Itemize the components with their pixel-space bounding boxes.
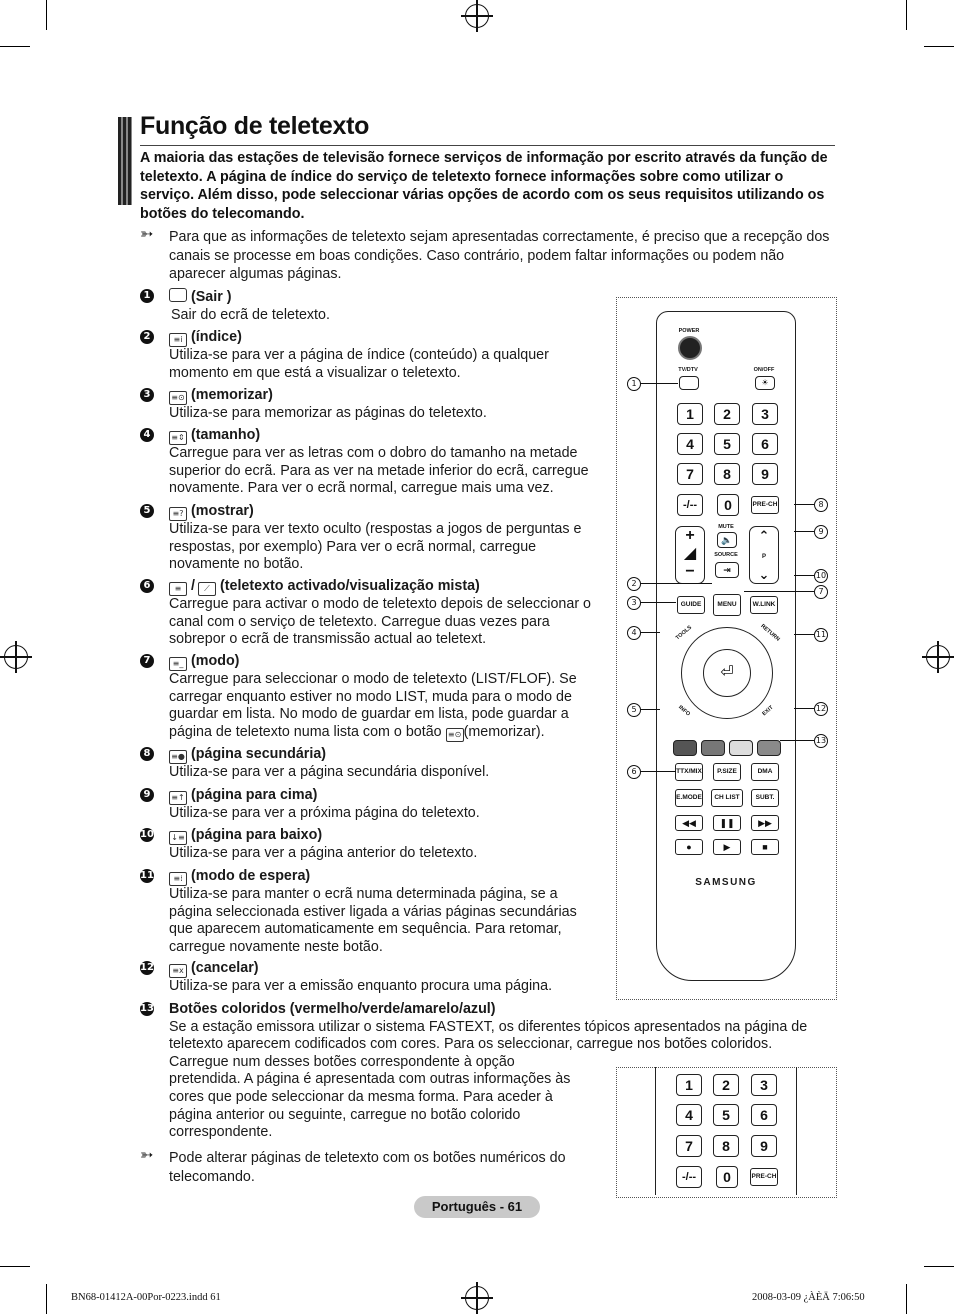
list-item [140, 387, 610, 423]
item-heading: (página secundária) [191, 746, 327, 762]
note-arrow-icon: ➳ [140, 1147, 154, 1164]
digit-5-button[interactable]: 5 [713, 1104, 739, 1126]
sub-page-icon: ≡● [169, 750, 187, 764]
channel-rocker[interactable]: ⌃ P ⌄ [749, 526, 779, 584]
prech-button[interactable]: PRE-CH [751, 496, 779, 514]
green-button[interactable] [701, 740, 725, 756]
list-item [140, 288, 610, 324]
mode-icon: ≡_ [169, 657, 187, 671]
callout-leader [794, 634, 814, 635]
store-icon: ≡⊙ [446, 728, 464, 742]
list-item [140, 503, 610, 574]
print-slug-right: 2008-03-09 ¿ÀÈÄ 7:06:50 [752, 1292, 865, 1303]
menu-button[interactable]: MENU [713, 594, 741, 616]
item-heading: (memorizar) [191, 387, 273, 403]
item-heading: (índice) [191, 329, 242, 345]
brand-logo: SAMSUNG [695, 877, 757, 888]
callout-13: 13 [814, 734, 828, 748]
callout-1: 1 [627, 377, 641, 391]
red-button[interactable] [673, 740, 697, 756]
pause-button[interactable]: ❚❚ [713, 815, 741, 831]
list-item [140, 827, 610, 863]
onoff-label: ON/OFF [753, 367, 775, 373]
tvdtv-label: TV/DTV [678, 367, 698, 373]
item-number: 4 [140, 428, 154, 442]
page-down-icon: ↓≡ [169, 831, 187, 845]
callout-leader [794, 708, 814, 709]
prech-button[interactable]: PRE-CH [750, 1168, 778, 1186]
callout-3: 3 [627, 596, 641, 610]
callout-6: 6 [627, 765, 641, 779]
item-heading: (Sair ) [191, 289, 232, 305]
note-bottom-text: Pode alterar páginas de teletexto com os botões numéricos do telecomando. [169, 1150, 566, 1185]
exit-label: EXIT [761, 704, 775, 718]
power-label: POWER [678, 328, 700, 334]
item-number: 2 [140, 330, 154, 344]
cancel-icon: ≡x [169, 964, 187, 978]
callout-leader [794, 504, 814, 505]
tvdtv-button[interactable] [679, 376, 699, 390]
digit-7-button[interactable]: 7 [676, 1135, 702, 1157]
item-description: Utiliza-se para memorizar as páginas do teletexto. [169, 405, 487, 421]
callout-10: 10 [814, 569, 828, 583]
index-icon: ≡i [169, 333, 187, 347]
guide-button[interactable]: GUIDE [677, 596, 705, 614]
digit-7-button[interactable]: 7 [677, 463, 703, 485]
item-description: Carregue para seleccionar o modo de teletexto (LIST/FLOF). Se carregar enquanto estiver no modo LIST, muda para o modo de guardar em lista. No modo de guardar em lista, pode guardar a página de teletexto numa lista com o botão [169, 671, 577, 740]
item-heading: (cancelar) [191, 960, 259, 976]
wlink-button[interactable]: W.LINK [750, 596, 778, 614]
callout-9: 9 [814, 525, 828, 539]
item-heading: (mostrar) [191, 503, 254, 519]
item-description: Carregue para ver as letras com o dobro do tamanho na metade superior do ecrã. Para as ver na metade inferior do ecrã, carregue novamente. Para ver o ecrã normal, carregue mais uma vez. [169, 445, 589, 497]
chlist-button[interactable]: CH LIST [711, 789, 743, 807]
callout-leader [640, 709, 660, 710]
callout-2: 2 [627, 577, 641, 591]
title-rule [140, 145, 835, 146]
callout-leader [640, 602, 676, 603]
digit-3-button[interactable]: 3 [752, 403, 778, 425]
item-heading: (modo) [191, 653, 240, 669]
reveal-icon: ≡? [169, 507, 187, 521]
digit-1-button[interactable]: 1 [676, 1074, 702, 1096]
remote-control [656, 311, 796, 981]
item-heading: Botões coloridos (vermelho/verde/amarelo/azul) [169, 1001, 496, 1017]
item-number: 10 [140, 829, 154, 840]
item-description-tail: (memorizar). [463, 723, 545, 740]
mute-button[interactable]: 🔈 [717, 532, 737, 548]
item-description: Se a estação emissora utilizar o sistema FASTEXT, os diferentes tópicos apresentados na página de teletexto aparecem codificados com cores. Para os seleccionar, carregue nos botões coloridos. [169, 1018, 808, 1053]
registration-mark-bottom [465, 1286, 489, 1310]
list-item [140, 329, 610, 382]
subt-button[interactable]: SUBT. [751, 789, 779, 807]
page-number-badge: Português - 61 [414, 1196, 540, 1218]
tools-label: TOOLS [674, 624, 694, 642]
item-description: Utiliza-se para ver a página de índice (conteúdo) a qualquer momento em que está a visualizar o teletexto. [169, 347, 549, 381]
registration-mark-top [465, 4, 489, 28]
play-button[interactable]: ▶ [713, 839, 741, 855]
item-number: 7 [140, 654, 154, 668]
callout-leader [794, 575, 814, 576]
psize-button[interactable]: P.SIZE [713, 763, 741, 781]
callout-leader [780, 740, 814, 741]
callout-4: 4 [627, 626, 641, 640]
digit-3-button[interactable]: 3 [751, 1074, 777, 1096]
power-button[interactable] [678, 336, 702, 360]
item-description: Carregue para activar o modo de teletexto depois de seleccionar o canal com o serviço de teletexto. Carregue duas vezes para sobrepor o ecrã de transmissão actual ao teletext. [169, 596, 592, 648]
title-accent-bar [118, 117, 132, 205]
emode-button[interactable]: E.MODE [675, 789, 703, 807]
callout-7: 7 [814, 585, 828, 599]
hold-icon: ≡⁞ [169, 872, 187, 886]
page-title: Função de teletexto [140, 112, 370, 140]
intro-paragraph: A maioria das estações de televisão fornece serviços de informação por escrito através da função de teletexto. A página de índice do serviço de teletexto fornece informações sobre como utilizar o serviço. Além disso, pode seleccionar várias opções de acordo com os seus requisitos utilizando os botões do telecomando. [140, 150, 828, 222]
item-number: 11 [140, 870, 154, 881]
enter-button[interactable]: ⏎ [703, 649, 751, 697]
digit-9-button[interactable]: 9 [751, 1135, 777, 1157]
item-description: Utiliza-se para ver a página anterior do teletexto. [169, 845, 478, 861]
note-arrow-icon: ➳ [140, 226, 154, 243]
digit-2-button[interactable]: 2 [714, 403, 740, 425]
item-description: Utiliza-se para ver a página secundária disponível. [169, 764, 490, 780]
store-icon: ≡⊙ [169, 391, 187, 405]
registration-mark-right [926, 645, 950, 669]
digit-5-button[interactable]: 5 [714, 433, 740, 455]
forward-button[interactable]: ▶▶ [751, 815, 779, 831]
digit-6-button[interactable]: 6 [751, 1104, 777, 1126]
info-label: INFO [677, 704, 691, 718]
digit-0-button[interactable]: 0 [717, 494, 739, 516]
item-description: Utiliza-se para ver a emissão enquanto procura uma página. [169, 978, 553, 994]
teletext-on-icon: ≡ [169, 582, 187, 596]
list-item: 6 ≡ / ⟋ (teletexto activado/visualização mista) Carregue para activar o modo de teletexto depois de seleccionar o canal com o serviço de teletexto. Carregue duas vezes para sobrepor o ecrã de transmissão actual ao teletext. [140, 578, 610, 649]
item-heading: (teletexto activado/visualização mista) [219, 578, 480, 594]
item-number: 9 [140, 788, 154, 802]
digit-2-button[interactable]: 2 [713, 1074, 739, 1096]
digit-8-button[interactable]: 8 [714, 463, 740, 485]
item-number: 8 [140, 747, 154, 761]
ttxmix-button[interactable]: TTX/MIX [675, 763, 703, 781]
exit-icon [169, 288, 187, 302]
item-description-cont: Carregue num desses botões correspondente à opção pretendida. A página é apresentada com outras informações às cores que pode seleccionar da mesma forma. Para aceder à página anterior ou seguinte, carregue no botão colorido correspondente. [169, 1053, 571, 1141]
blue-button[interactable] [757, 740, 781, 756]
list-item [140, 787, 610, 823]
source-label: SOURCE [714, 552, 738, 558]
volume-rocker[interactable]: + ◢ − [675, 526, 705, 584]
registration-mark-left [4, 645, 28, 669]
rewind-button[interactable]: ◀◀ [675, 815, 703, 831]
stop-button[interactable]: ■ [751, 839, 779, 855]
digit-4-button[interactable]: 4 [677, 433, 703, 455]
item-number: 12 [140, 962, 154, 973]
channel-p-label: P [761, 554, 766, 560]
size-icon: ≡⇕ [169, 431, 187, 445]
note-top [140, 228, 840, 284]
list-item [140, 868, 610, 956]
source-button[interactable]: ⇥ [715, 562, 739, 578]
callout-leader [640, 583, 712, 584]
list-item [140, 746, 610, 782]
item-number: 3 [140, 388, 154, 402]
item-number: 6 [140, 579, 154, 593]
item-number: 1 [140, 289, 154, 303]
item-description: Sair do ecrã de teletexto. [171, 306, 330, 323]
callout-leader [744, 591, 814, 592]
dash-button[interactable]: -/-- [676, 1166, 702, 1188]
item-heading: (tamanho) [191, 427, 261, 443]
digit-6-button[interactable]: 6 [752, 433, 778, 455]
list-item [140, 653, 610, 742]
item-number: 5 [140, 504, 154, 518]
teletext-mix-icon: ⟋ [198, 582, 216, 596]
note-top-text: Para que as informações de teletexto sejam apresentadas correctamente, é preciso que a recepção dos canais se processe em boas condições. Caso contrário, podem faltar informações ou podem não aparecer algumas páginas. [169, 229, 830, 282]
callout-8: 8 [814, 498, 828, 512]
item-number: 13 [140, 1003, 154, 1014]
print-slug-left: BN68-01412A-00Por-0223.indd 61 [71, 1292, 221, 1303]
item-description: Utiliza-se para ver a próxima página do teletexto. [169, 805, 480, 821]
page-up-icon: ≡↑ [169, 791, 187, 805]
item-description: Utiliza-se para manter o ecrã numa determinada página, se a página seleccionada estiver ligada a várias páginas secundárias que aparecem automaticamente em sequência. Para retomar, carregue novamente neste botão. [169, 886, 577, 955]
note-bottom [140, 1149, 580, 1186]
digit-0-button[interactable]: 0 [716, 1166, 738, 1188]
digit-8-button[interactable]: 8 [713, 1135, 739, 1157]
callout-leader [640, 383, 678, 384]
return-label: RETURN [759, 623, 781, 643]
record-button[interactable]: ● [675, 839, 703, 855]
dash-button[interactable]: -/-- [677, 494, 703, 516]
dma-button[interactable]: DMA [751, 763, 779, 781]
digit-9-button[interactable]: 9 [752, 463, 778, 485]
item-description: Utiliza-se para ver texto oculto (respostas a jogos de perguntas e respostas, por exemplo) Para ver o ecrã normal, carregue novamente no botão. [169, 521, 582, 573]
item-heading: (página para baixo) [191, 827, 323, 843]
callout-leader [640, 632, 660, 633]
digit-1-button[interactable]: 1 [677, 403, 703, 425]
item-heading: (modo de espera) [191, 868, 311, 884]
callout-11: 11 [814, 628, 828, 642]
callout-leader [640, 771, 676, 772]
callout-5: 5 [627, 703, 641, 717]
list-item [140, 960, 610, 996]
yellow-button[interactable] [729, 740, 753, 756]
callout-12: 12 [814, 702, 828, 716]
onoff-button[interactable]: ☀ [755, 376, 775, 390]
callout-leader [794, 531, 814, 532]
item-heading: (página para cima) [191, 787, 318, 803]
digit-4-button[interactable]: 4 [676, 1104, 702, 1126]
list-item [140, 427, 610, 498]
mute-label: MUTE [718, 524, 734, 530]
